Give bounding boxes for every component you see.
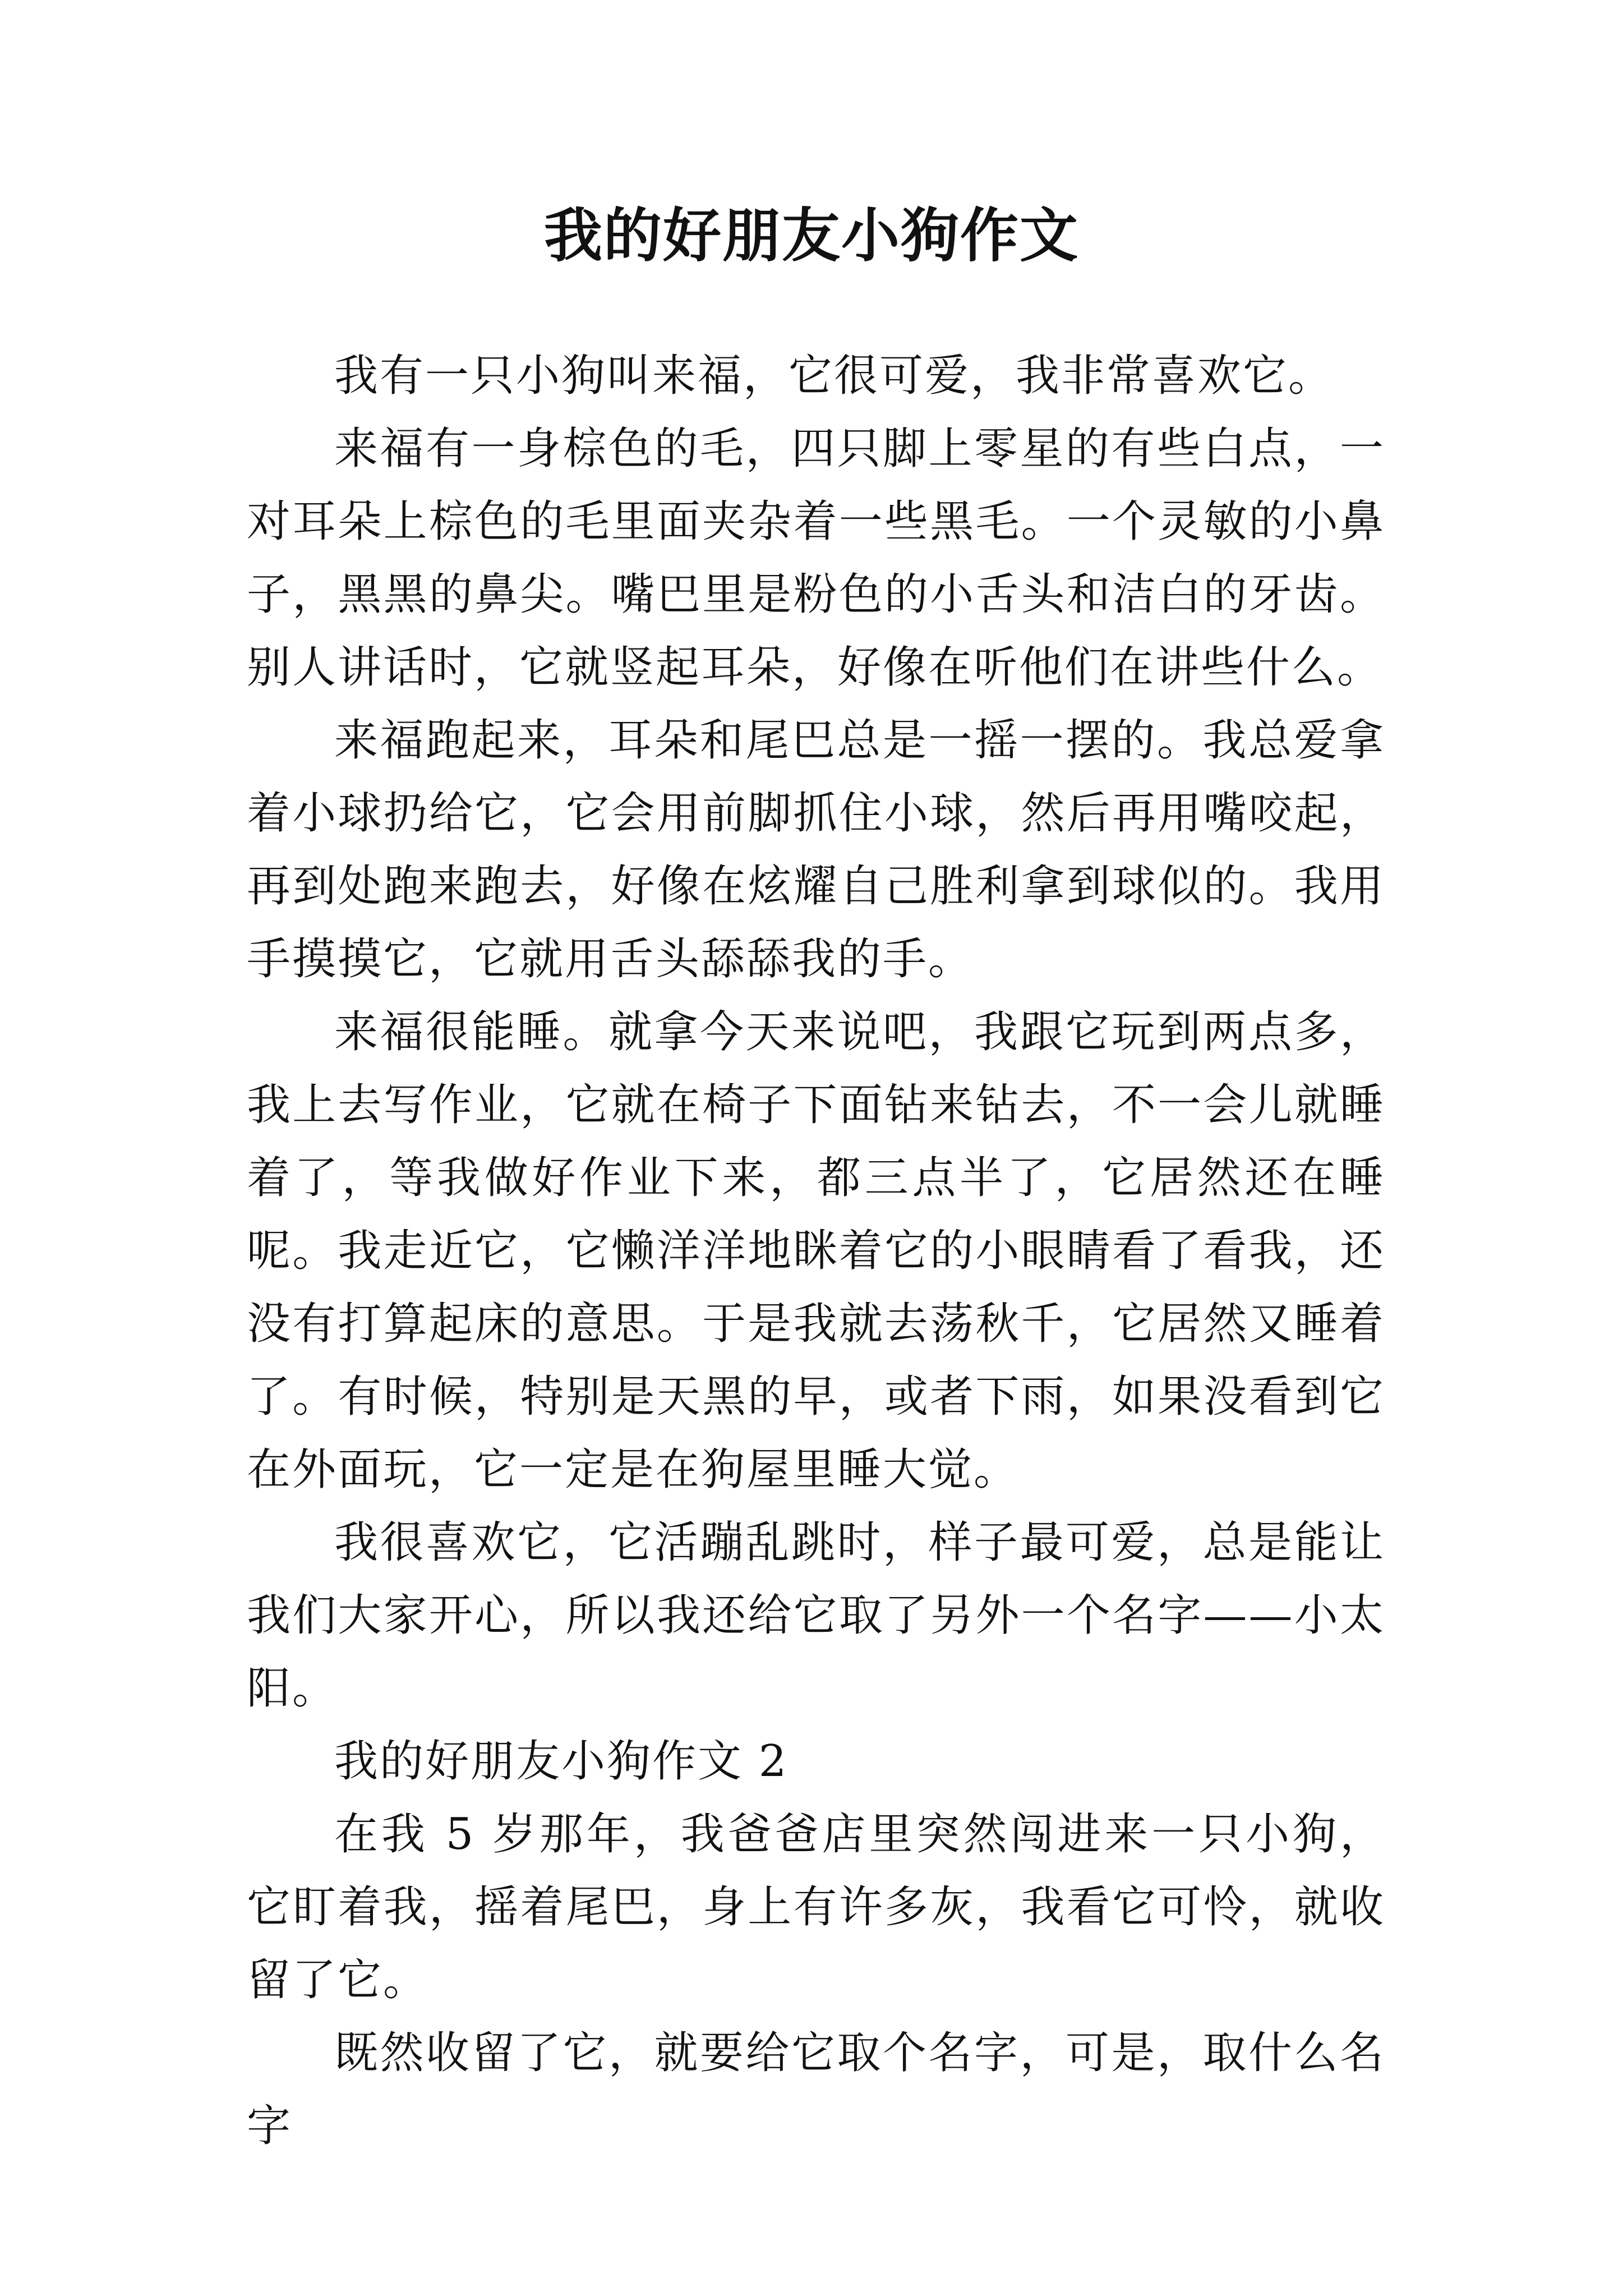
document-title: 我的好朋友小狗作文 (543, 201, 1079, 270)
paragraph-3: 来福跑起来，耳朵和尾巴总是一摇一摆的。我总爱拿着小球扔给它，它会用前脚抓住小球，然后再用嘴咬起，再到处跑来跑去，好像在炫耀自己胜利拿到球似的。我用手摸摸它，它就用舌头舔舔我的手。 (247, 715, 1385, 984)
paragraph-4: 来福很能睡。就拿今天来说吧，我跟它玩到两点多，我上去写作业，它就在椅子下面钻来钻去，不一会儿就睡着了，等我做好作业下来，都三点半了，它居然还在睡呢。我走近它，它懒洋洋地眯着它的小眼睛看了看我，还没有打算起床的意思。于是我就去荡秋千，它居然又睡着了。有时候，特别是天黑的早，或者下雨，如果没看到它在外面玩，它一定是在狗屋里睡大觉。 (247, 1007, 1385, 1495)
paragraph-1: 我有一只小狗叫来福，它很可爱，我非常喜欢它。 (334, 351, 1334, 401)
document-body (247, 339, 1385, 2162)
paragraph-6: 在我 5 岁那年，我爸爸店里突然闯进来一只小狗，它盯着我，摇着尾巴，身上有许多灰，我看它可怜，就收留了它。 (247, 1809, 1385, 2005)
section-heading-2: 我的好朋友小狗作文 2 (334, 1736, 789, 1787)
paragraph-2: 来福有一身棕色的毛，四只脚上零星的有些白点，一对耳朵上棕色的毛里面夹杂着一些黑毛。一个灵敏的小鼻子，黑黑的鼻尖。嘴巴里是粉色的小舌头和洁白的牙齿。别人讲话时，它就竖起耳朵，好像在听他们在讲些什么。 (247, 424, 1385, 693)
paragraph-7: 既然收留了它，就要给它取个名字，可是，取什么名字 (247, 2028, 1385, 2151)
paragraph-5: 我很喜欢它，它活蹦乱跳时，样子最可爱，总是能让我们大家开心，所以我还给它取了另外一个名字——小太阳。 (247, 1517, 1385, 1714)
